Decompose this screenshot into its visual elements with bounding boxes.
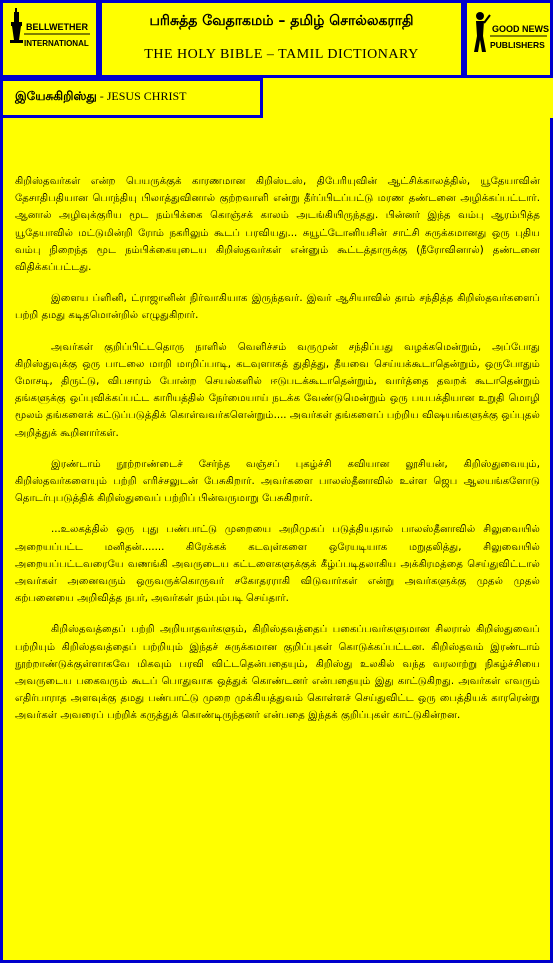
title-box	[99, 0, 464, 78]
logo-right-line2: PUBLISHERS	[489, 40, 545, 50]
good-news-logo	[467, 3, 550, 75]
figure-icon	[469, 6, 549, 72]
good-news-logo-box	[464, 0, 553, 78]
paragraph-3: அவர்கள் குறிப்பிட்டதொரு நாளில் வெளிச்சம் வருமுன் சந்திப்பது வழக்கமென்றும், அப்போது கிறிஸ்துவுக்கு ஒரு பாடலை மாறி மாறிப்பாடி, கடவுளாகத் துதித்து, தீயவை செய்யக்கூடாதென்றும், ஒருபோதும் மோசடி, திருட்டு, விபசாரம் போன்ற செயல்களில் ஈடுபடக்கூடாதென்றும், வார்த்தை தவறக் கூடாதென்றும் தங்களுக்கு ஒப்புவிக்கப்பட்ட காரியத்தில் நேர்மையாய் நடக்க வேண்டுமென்றும் ஒரு பயபக்தியான உறுதி மொழி மூலம் தங்களைக் கட்டுப்படுத்திக் கொள்வவர்களென்றும்.... அவர்கள் தங்களைப் பற்றிய விஷயங்களுக்கு ஒப்புதல் அறித்துக் கூறினார்கள்.	[15, 341, 540, 439]
title-tamil: பரிசுத்த வேதாகமம் – தமிழ் சொல்லகராதி	[149, 13, 414, 29]
paragraph-1: கிறிஸ்தவர்கள் என்ற பெயருக்குக் காரணமான கிறிஸ்டஸ், திபேரியுவின் ஆட்சிக்காலத்தில், யூதேயாவின் தேசாதிபதியான பொந்தியு பிலாத்துவினால் குற்றவாளி என்று தீர்ப்பிடப்பட்டு மரண தண்டனை அழிக்கப்பட்டார். ஆனால் அழிவுக்குரிய மூட நம்பிக்கை கொஞ்சக் காலம் அடங்கியிருந்தது. பின்னர் இந்த வம்பு ஆரம்பித்த யூதேயாவில் மட்டுமின்றி ரோம் நகரிலும் கூடப் பரவியது... சுயூட்டோனியசின் சாட்சி சுருக்கமானது ஒரு புதிய வம்பு நிறைந்த மூட நம்பிக்கையுடைய கிறிஸ்தவர்கள் என்னும் கூட்டத்தாருக்கு (நீரோவினால்) தண்டனை விதிக்கப்பட்டது.	[15, 176, 540, 274]
title-english: THE HOLY BIBLE – TAMIL DICTIONARY	[144, 47, 419, 62]
entry-heading-box	[0, 78, 263, 118]
paragraph-4: இரண்டாம் நூற்றாண்டைச் சேர்ந்த வஞ்சப் புகழ்ச்சி கவியான லூசியன், கிறிஸ்துவையும், கிறிஸ்தவர்களையும் பற்றி எரிச்சலுடன் பேசுகிறார். அவர்களை பாலஸ்தீனாவில் உள்ள ஜெப ஆலயங்களோடு தொடர்புபடுத்திக் கிறிஸ்துவைப் பற்றிப் பின்வருமாறு பேசுகிறார்.	[15, 458, 540, 505]
lamp-icon	[6, 6, 94, 72]
bellwether-logo-box	[0, 0, 99, 78]
paragraph-5: ...உலகத்தில் ஒரு புது பண்பாட்டு முறையை அறிமுகப் படுத்தியதால் பாலஸ்தீனாவில் சிலுவையில் அறையப்பட்ட மனிதன்....... கிரேக்கக் கடவுள்களை ஒரேயடியாக மறுதலித்து, சிலுவையில் அறையப்பட்டவரையே வணங்கி அவருடைய கட்டளைகளுக்குக் கீழ்ப்படிதலாகிய அக்கிரமத்தை செய்துவிட்டால் அவர்கள் அனைவரும் ஒருவருக்கொருவர் சகோதரராகி விடுவார்கள் என்று அவர்களுக்கு முதல் முதல் கற்பனையை அறிவித்த நபர், அவர்கள் நம்பும்படி செய்தார்.	[15, 524, 540, 605]
bellwether-logo	[3, 3, 96, 75]
logo-left-line1: BELLWETHER	[25, 22, 88, 32]
entry-heading	[15, 89, 186, 105]
entry-term-tamil: இயேசுகிறிஸ்து	[15, 89, 97, 103]
entry-term-english: - JESUS CHRIST	[96, 89, 187, 103]
logo-right-line1: GOOD NEWS	[491, 24, 549, 34]
paragraph-6: கிறிஸ்தவத்தைப் பற்றி அறியாதவர்களும், கிறிஸ்தவத்தைப் பகைப்பவர்களுமான சிலரால் கிறிஸ்துவைப் பற்றியும் கிறிஸ்தவத்தைப் பற்றியும் இந்தச் சுருக்கமான குறிப்புகள் கொடுக்கப்பட்டன. கிறிஸ்தவம் இரண்டாம் நூற்றாண்டுக்குள்ளாகவே மிகவும் பரவி விட்டதென்பதையும், கிறிஸ்து உலகில் வந்த வரலாற்று நிகழ்ச்சியை அவருடைய பகைவரும் கூடப் பொதுவாக ஒத்துக் கொண்டனர் என்பதையும் இது காட்டுகிறது. அவர்கள் எவரும் எதிர்பாராத அளவுக்கு தமது பண்பாட்டு முறை முக்கியத்துவம் கொள்ளச் செய்துவிட்ட ஒரு பைத்தியக் காரரென்று அவர்கள் அவரைப் பற்றிக் கருத்துக் கொண்டிருந்தனர் என்பதை இந்தக் குறிப்புகள் காட்டுகின்றன.	[15, 624, 540, 722]
entry-body	[15, 173, 540, 739]
entry-body-box	[0, 118, 553, 963]
paragraph-2: இளைய ப்ளினி, ட்ராஜானின் நிர்வாகியாக இருந்தவர். இவர் ஆசியாவில் தாம் சந்தித்த கிறிஸ்தவர்களைப் பற்றி தமது கடிதமொன்றில் எழுதுகிறார்.	[15, 293, 540, 322]
logo-left-line2: INTERNATIONAL	[23, 39, 89, 48]
